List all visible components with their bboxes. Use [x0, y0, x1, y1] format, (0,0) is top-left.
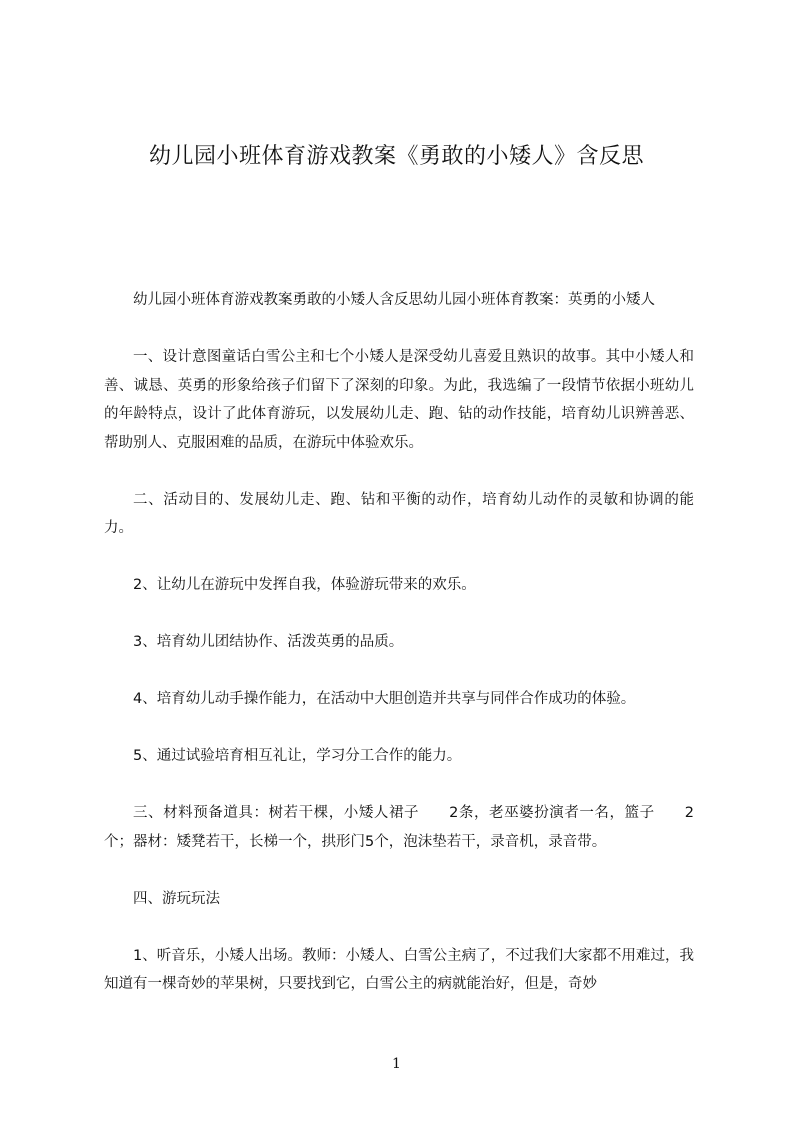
paragraph-activity-goal-3: 3、培育幼儿团结协作、活泼英勇的品质。: [133, 634, 404, 650]
paragraph-design-intent: 一、设计意图童话白雪公主和七个小矮人是深受幼儿喜爱且熟识的故事。其中小矮人和善、诚恳、英勇的形象给孩子们留下了深刻的印象。为此，我选编了一段情节依据小班幼儿的年龄特点，设计了此体育游玩，以发展幼儿走、跑、钻的动作技能，培育幼儿识辨善恶、帮助别人、克服困难的品质，在游玩中体验欢乐。: [104, 349, 694, 451]
paragraph-activity-goal-1: 二、活动目的、发展幼儿走、跑、钻和平衡的动作，培育幼儿动作的灵敏和协调的能力。: [104, 491, 694, 536]
paragraph-activity-goal-2: 2、让幼儿在游玩中发挥自我，体验游玩带来的欢乐。: [133, 577, 476, 593]
page-number: 1: [392, 1056, 401, 1072]
paragraph-gameplay-step-1: 1、听音乐，小矮人出场。教师：小矮人、白雪公主病了，不过我们大家都不用难过，我知道有一棵奇妙的苹果树，只要找到它，白雪公主的病就能治好，但是，奇妙: [104, 947, 694, 992]
document-title: 幼儿园小班体育游戏教案《勇敢的小矮人》含反思: [148, 144, 644, 169]
document-body: [104, 286, 694, 1027]
paragraph-activity-goal-5: 5、通过试验培育相互礼让，学习分工合作的能力。: [133, 748, 462, 764]
paragraph-gameplay-heading: 四、游玩玩法: [133, 890, 220, 907]
paragraph-materials: 三、材料预备道具：树若干棵，小矮人裙子 2条，老巫婆扮演者一名，篮子 2个；器材：矮凳若干，长梯一个，拱形门5个，泡沫垫若干，录音机，录音带。: [104, 805, 694, 850]
paragraph-activity-goal-4: 4、培育幼儿动手操作能力，在活动中大胆创造并共享与同伴合作成功的体验。: [133, 691, 636, 707]
paragraph-intro: 幼儿园小班体育游戏教案勇敢的小矮人含反思幼儿园小班体育教案：英勇的小矮人: [133, 292, 655, 308]
